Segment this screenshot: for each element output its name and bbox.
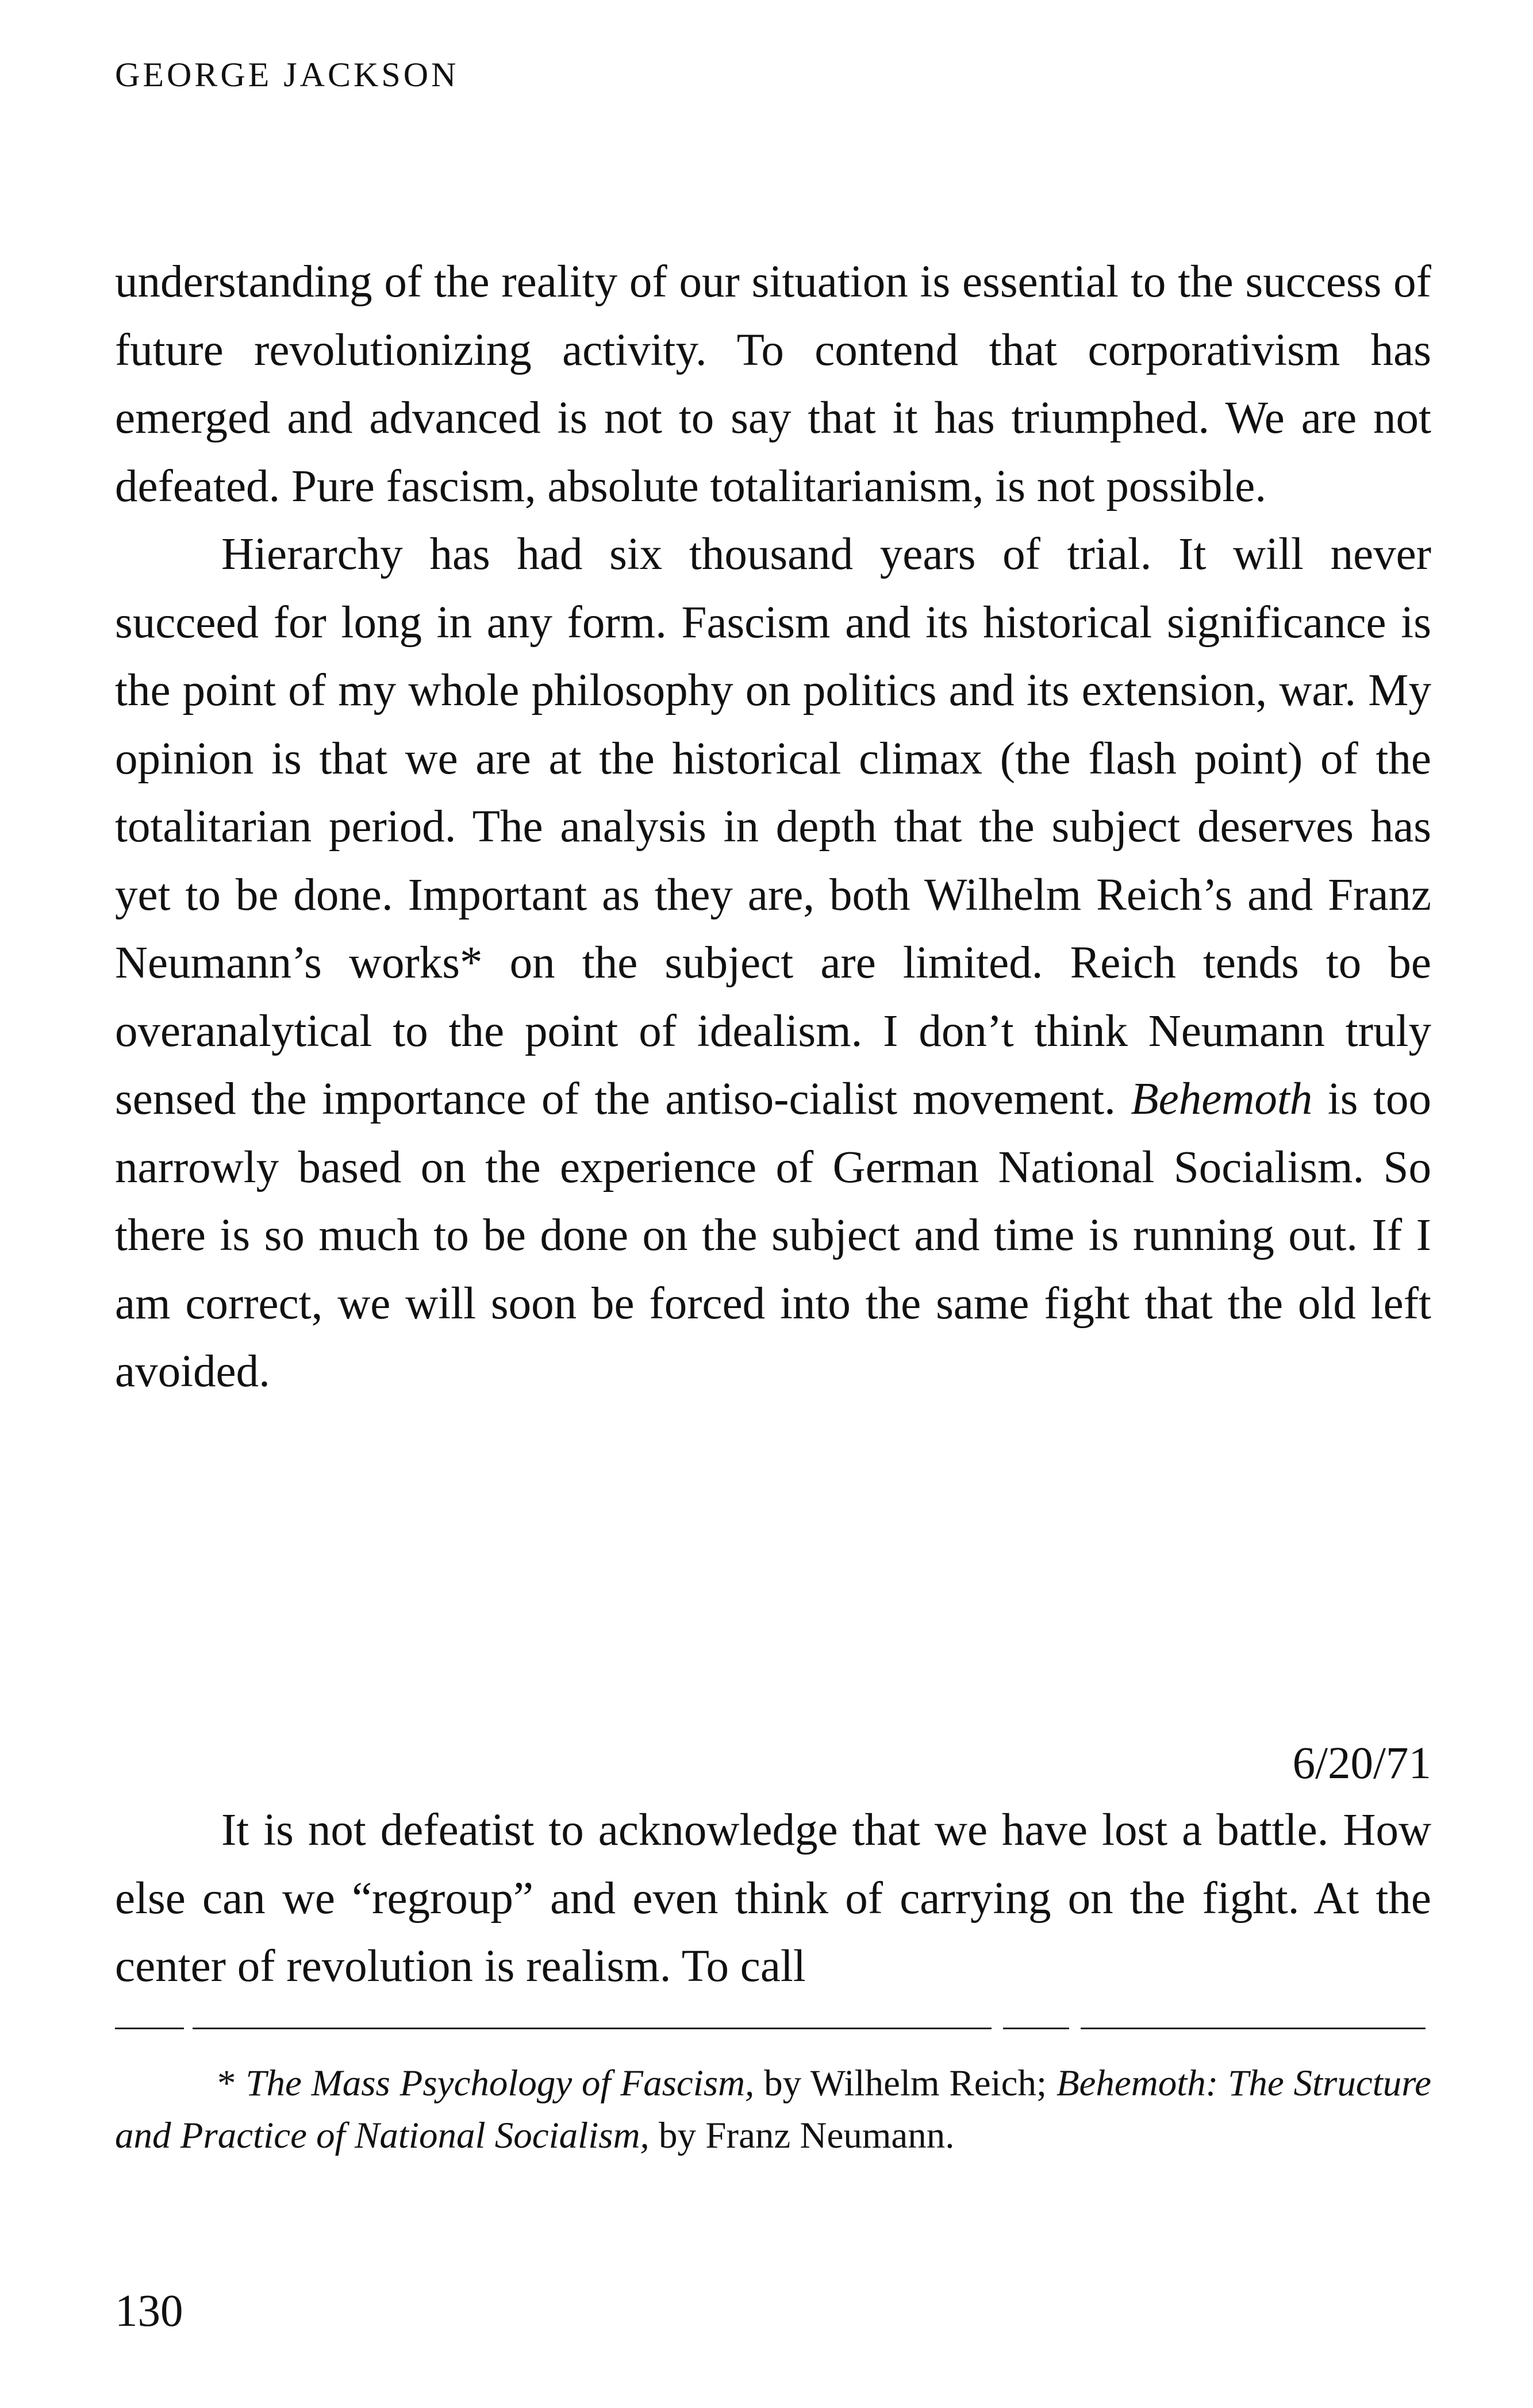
body-text-block-2 [115, 1797, 1431, 2001]
entry-date: 6/20/71 [1292, 1738, 1431, 1788]
footnote-marker: * [217, 2063, 246, 2104]
paragraph-2-part-2: is too narrowly based on the experience of German National Socialism. So there is so much to be done on the subject and time is running out. If I am correct, we will soon be forced into the same fight that the old left avoided. [115, 1074, 1431, 1397]
footnote-rule [115, 2028, 184, 2029]
running-head: GEORGE JACKSON [115, 56, 459, 94]
footnote-title-2: Behemoth: The Structure and Practice of National Socialism, [115, 2063, 1431, 2156]
footnote-rule [193, 2028, 992, 2029]
page-number: 130 [115, 2286, 183, 2336]
footnote-title-1: The Mass Psychology of Fascism, [245, 2063, 755, 2104]
footnote [115, 2057, 1431, 2162]
footnote-rule [1003, 2028, 1069, 2029]
paragraph-2 [115, 521, 1431, 1406]
paragraph-3: It is not defeatist to acknowledge that we have lost a battle. How else can we “regroup” and even think of carrying on the fight. At the center of revolution is realism. To call [115, 1805, 1431, 1991]
footnote-rule [1081, 2028, 1426, 2029]
paragraph-2-part-1: Hierarchy has had six thousand years of trial. It will never succeed for long in any form. Fascism and its historical significance is the point of my whole philosophy on politics and its extension, war. My opinion is that we are at the historical climax (the flash point) of the totalitarian period. The analysis in depth that the subject deserves has yet to be done. Important as they are, both Wilhelm Reich’s and Franz Neumann’s works* on the subject are limited. Reich tends to be overanalytical to the point of idealism. I don’t think Neumann truly sensed the importance of the antiso-cialist movement. [115, 529, 1431, 1124]
body-text-block [115, 248, 1431, 1406]
behemoth-title: Behemoth [1131, 1074, 1313, 1124]
footnote-text-2: by Franz Neumann. [649, 2115, 955, 2156]
footnote-text [115, 2057, 1431, 2162]
footnote-text-1: by Wilhelm Reich; [754, 2063, 1056, 2104]
paragraph-1: understanding of the reality of our situation is essential to the success of future revolutionizing activity. To contend that corporativism has emerged and advanced is not to say that it has triumphed. We are not defeated. Pure fascism, absolute totalitarianism, is not possible. [115, 257, 1431, 511]
